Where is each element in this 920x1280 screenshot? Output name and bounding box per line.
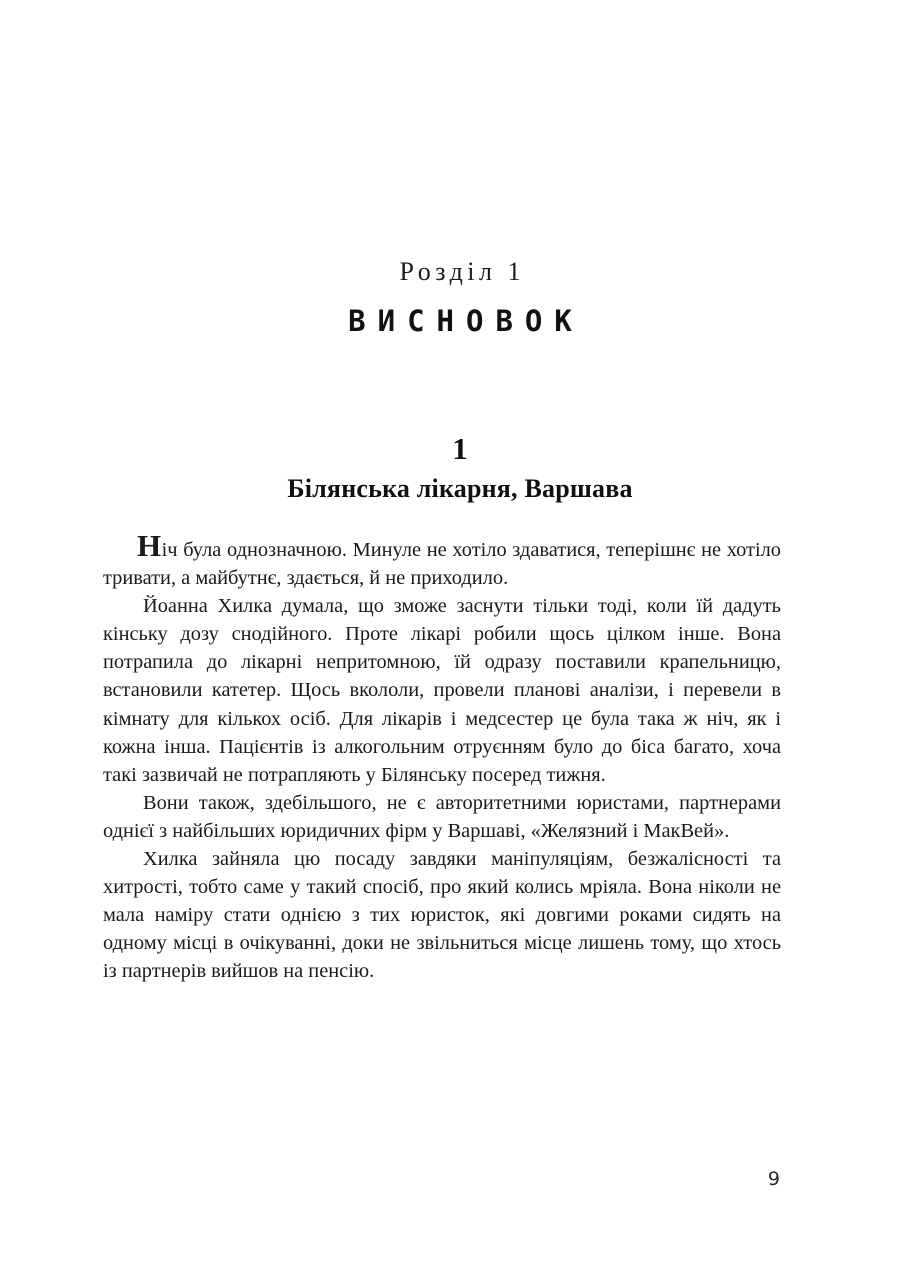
chapter-heading-block xyxy=(0,258,920,337)
paragraph: Йоанна Хилка думала, що зможе заснути тільки тоді, коли їй дадуть кінську дозу снодійного. Проте лікарі робили щось цілком інше. Вона потрапила до лікарні непритомною, їй одразу поставили крапельницю, встановили катетер. Щось вкололи, провели планові аналізи, і перевели в кімнату для кількох осіб. Для лікарів і медсестер це була така ж ніч, як і кожна інша. Пацієнтів із алкогольним отруєнням було до біса багато, хоча такі зазвичай не потрапляють у Білянську посеред тижня. xyxy=(103,595,781,786)
body-text-block xyxy=(103,528,781,986)
chapter-title: ВИСНОВОК xyxy=(348,303,584,338)
paragraph: Вони також, здебільшого, не є авторитетними юристами, партнерами однієї з найбільших юридичних фірм у Варшаві, «Желязний і МакВей». xyxy=(103,791,781,842)
section-heading-block xyxy=(0,432,920,504)
chapter-label: Розділ 1 xyxy=(399,257,526,286)
paragraph-text: іч була однозначною. Минуле не хотіло здаватися, теперішнє не хотіло тривати, а майбутнє, здається, й не приходило. xyxy=(103,539,781,590)
paragraph xyxy=(103,528,781,592)
page-number: 9 xyxy=(767,1168,780,1190)
initial-cap: Н xyxy=(137,528,162,563)
paragraph: Хилка зайняла цю посаду завдяки маніпуляціям, безжалісності та хитрості, тобто саме у такий спосіб, про який колись мріяла. Вона ніколи не мала наміру стати однією з тих юристок, які довгими роками сидять на одному місці в очікуванні, доки не звільниться місце лишень тому, що хтось із партнерів вийшов на пенсію. xyxy=(103,848,781,983)
section-title: Білянська лікарня, Варшава xyxy=(287,474,633,504)
section-number: 1 xyxy=(452,431,468,466)
